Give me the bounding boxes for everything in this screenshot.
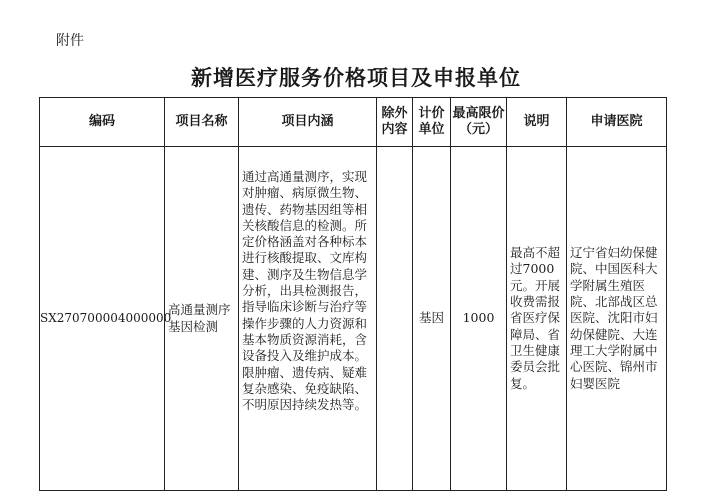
cell-applying-hospitals: 辽宁省妇幼保健院、中国医科大学附属生殖医院、北部战区总医院、沈阳市妇幼保健院、大连理工大学附属中心医院、锦州市妇婴医院 (567, 147, 667, 491)
document-title: 新增医疗服务价格项目及申报单位 (191, 65, 521, 90)
cell-item-name: 高通量测序基因检测 (165, 147, 239, 491)
cell-max-price: 1000 (451, 147, 507, 491)
header-pricing-unit: 计价单位 (413, 98, 451, 147)
header-item-content: 项目内涵 (239, 98, 377, 147)
header-applying-hospitals: 申请医院 (567, 98, 667, 147)
price-item-table (39, 97, 667, 491)
header-exclusion: 除外内容 (377, 98, 413, 147)
header-remarks: 说明 (507, 98, 567, 147)
attachment-label: 附件 (56, 33, 84, 49)
cell-exclusion (377, 147, 413, 491)
cell-code: SX270700004000000 (40, 147, 165, 491)
header-item-name: 项目名称 (165, 98, 239, 147)
header-code: 编码 (40, 98, 165, 147)
header-max-price: 最高限价（元） (451, 98, 507, 147)
cell-pricing-unit: 基因 (413, 147, 451, 491)
cell-item-content: 通过高通量测序，实现对肿瘤、病原微生物、遗传、药物基因组等相关核酸信息的检测。所定价格涵盖对各种标本进行核酸提取、文库构建、测序及生物信息学分析，出具检测报告，指导临床诊断与治疗等操作步骤的人力资源和基本物质资源消耗，含设备投入及维护成本。限肿瘤、遗传病、疑难复杂感染、免疫缺陷、不明原因持续发热等。 (239, 147, 377, 491)
table-header-row (40, 98, 667, 147)
table-row (40, 147, 667, 491)
cell-remarks: 最高不超过7000元。开展收费需报省医疗保障局、省卫生健康委员会批复。 (507, 147, 567, 491)
